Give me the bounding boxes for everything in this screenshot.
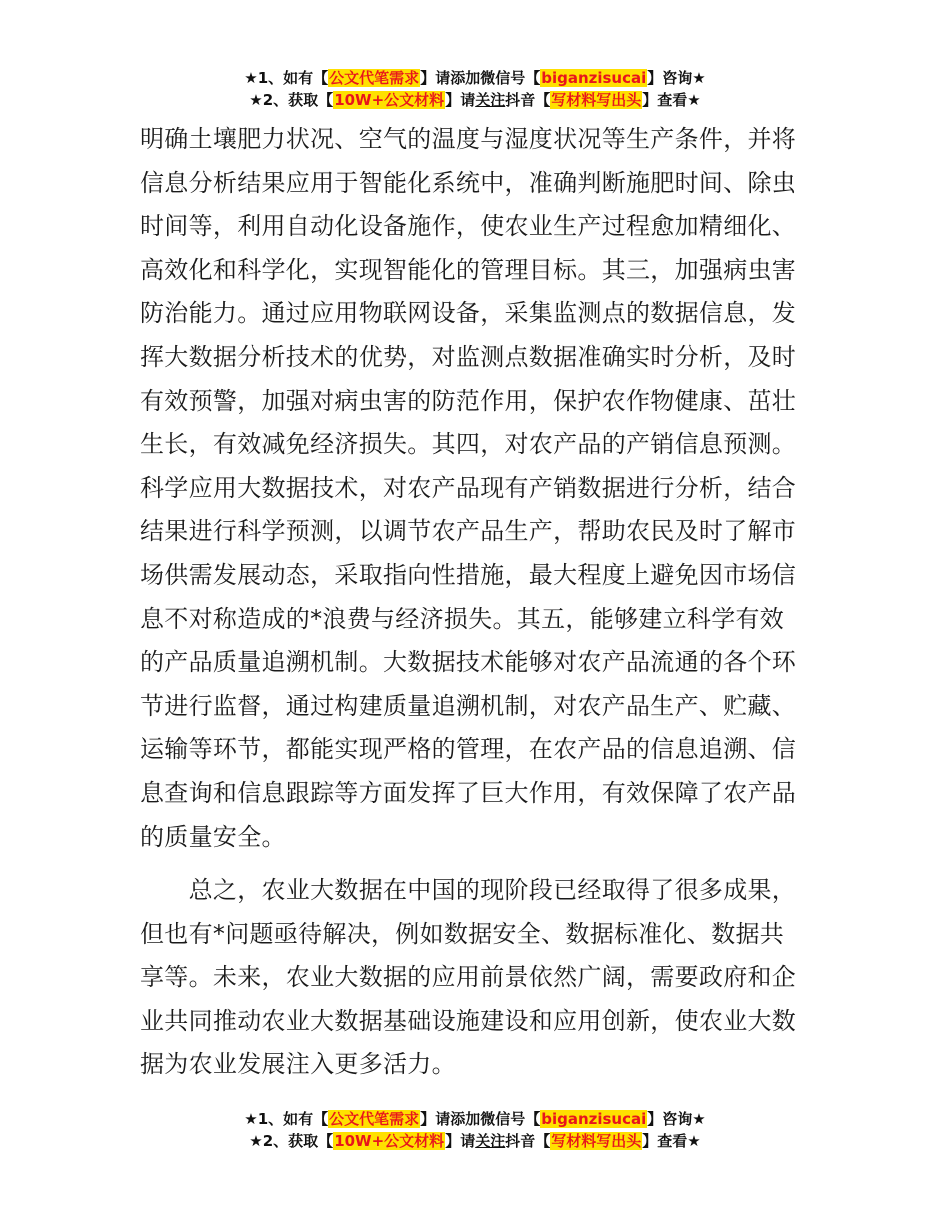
text-line: 节进行监督，通过构建质量追溯机制，对农产品生产、贮藏、 [140, 691, 797, 720]
text-line: 运输等环节，都能实现严格的管理，在农产品的信息追溯、信 [140, 735, 797, 764]
highlight-wechat-id: biganzisucai [541, 1110, 647, 1128]
underlined-follow: 关注 [475, 1132, 506, 1150]
highlight-douyin-account: 写材料写出头 [551, 91, 642, 109]
text-line: 但也有*问题亟待解决，例如数据安全、数据标准化、数据共 [140, 919, 785, 948]
text-line: 时间等，利用自动化设备施作，使农业生产过程愈加精细化、 [140, 212, 797, 241]
highlight-service: 公文代笔需求 [329, 69, 420, 87]
banner-line-2 [0, 89, 950, 111]
text-line: 场供需发展动态，采取指向性措施，最大程度上避免因市场信 [140, 560, 797, 589]
text-line: 的质量安全。 [140, 822, 286, 851]
text-line: 结果进行科学预测，以调节农产品生产，帮助农民及时了解市 [140, 517, 797, 546]
underlined-follow: 关注 [475, 91, 506, 109]
text-line: 防治能力。通过应用物联网设备，采集监测点的数据信息，发 [140, 299, 797, 328]
paragraph-1 [140, 118, 820, 859]
document-body [140, 118, 820, 1087]
banner-text: 抖音【 [505, 1132, 551, 1150]
highlight-materials: 10W+公文材料 [334, 1132, 445, 1150]
text-line: 息不对称造成的*浪费与经济损失。其五，能够建立科学有效 [140, 604, 785, 633]
highlight-materials: 10W+公文材料 [334, 91, 445, 109]
banner-text: ★2、获取【 [249, 1132, 334, 1150]
banner-text: ★2、获取【 [249, 91, 334, 109]
text-line: 高效化和科学化，实现智能化的管理目标。其三，加强病虫害 [140, 255, 797, 284]
banner-text: 抖音【 [505, 91, 551, 109]
text-line: 享等。未来，农业大数据的应用前景依然广阔，需要政府和企 [140, 963, 797, 992]
banner-line-2 [0, 1130, 950, 1152]
banner-text: 】请添加微信号【 [420, 1110, 541, 1128]
text-line: 科学应用大数据技术，对农产品现有产销数据进行分析，结合 [140, 473, 797, 502]
header-banner [0, 67, 950, 111]
text-line: 有效预警，加强对病虫害的防范作用，保护农作物健康、茁壮 [140, 386, 797, 415]
banner-text: 】请添加微信号【 [420, 69, 541, 87]
highlight-service: 公文代笔需求 [329, 1110, 420, 1128]
highlight-wechat-id: biganzisucai [541, 69, 647, 87]
text-line: 明确土壤肥力状况、空气的温度与湿度状况等生产条件，并将 [140, 125, 797, 153]
text-line: 生长，有效减免经济损失。其四，对农产品的产销信息预测。 [140, 430, 797, 459]
banner-text: ★1、如有【 [244, 69, 329, 87]
highlight-douyin-account: 写材料写出头 [551, 1132, 642, 1150]
text-line: 业共同推动农业大数据基础设施建设和应用创新，使农业大数 [140, 1006, 797, 1035]
text-line: 据为农业发展注入更多活力。 [140, 1050, 456, 1079]
text-line: 总之，农业大数据在中国的现阶段已经取得了很多成果， [140, 876, 797, 905]
paragraph-2 [140, 869, 820, 1087]
banner-text: 】咨询★ [647, 69, 706, 87]
banner-text: 】请 [445, 91, 476, 109]
banner-line-1 [0, 67, 950, 89]
banner-text: ★1、如有【 [244, 1110, 329, 1128]
banner-text: 】请 [445, 1132, 476, 1150]
banner-text: 】咨询★ [647, 1110, 706, 1128]
text-line: 信息分析结果应用于智能化系统中，准确判断施肥时间、除虫 [140, 168, 797, 197]
text-line: 的产品质量追溯机制。大数据技术能够对农产品流通的各个环 [140, 648, 797, 677]
banner-text: 】查看★ [642, 91, 701, 109]
footer-banner [0, 1108, 950, 1152]
banner-line-1 [0, 1108, 950, 1130]
text-line: 挥大数据分析技术的优势，对监测点数据准确实时分析，及时 [140, 342, 797, 371]
banner-text: 】查看★ [642, 1132, 701, 1150]
text-line: 息查询和信息跟踪等方面发挥了巨大作用，有效保障了农产品 [140, 778, 797, 807]
